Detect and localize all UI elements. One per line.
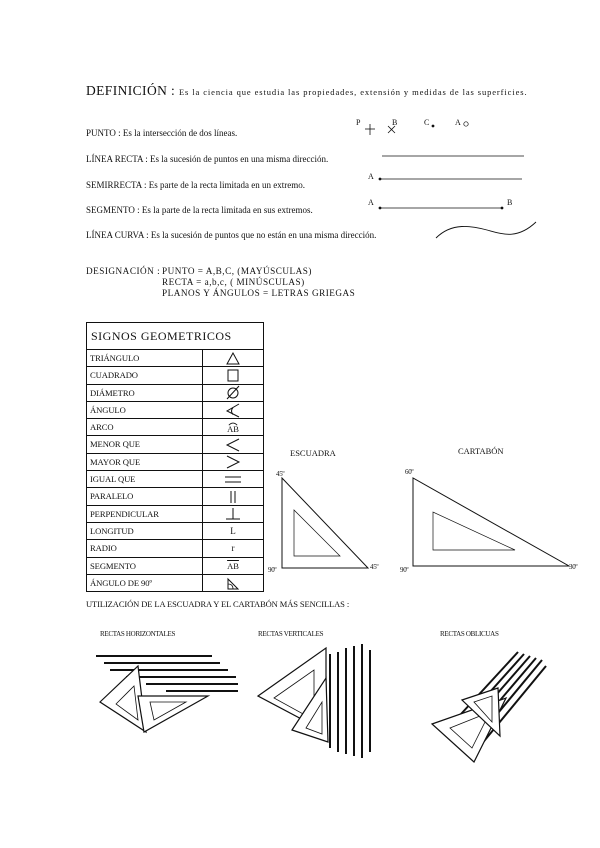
caption-horizontales: RECTAS HORIZONTALES — [100, 630, 176, 638]
semirrecta-label-a: A — [368, 172, 374, 181]
table-row — [87, 506, 263, 523]
def-linea-curva: LÍNEA CURVA : Es la sucesión de puntos que no están en una misma dirección. — [86, 230, 377, 240]
def-semirrecta: SEMIRRECTA : Es parte de la recta limitada en un extremo. — [86, 180, 305, 190]
segment-line — [378, 204, 506, 212]
def-punto: PUNTO : Es la intersección de dos líneas. — [86, 128, 238, 138]
angle-icon — [223, 403, 243, 418]
parallel-icon — [223, 489, 243, 504]
table-row — [87, 385, 263, 402]
table-row — [87, 367, 263, 384]
table-row — [87, 488, 263, 505]
sign-name: RADIO — [87, 540, 203, 556]
sign-name: ÁNGULO DE 90º — [87, 575, 203, 591]
curve-line — [432, 218, 542, 244]
sign-name: MAYOR QUE — [87, 454, 203, 470]
square-icon — [223, 368, 243, 383]
definition-heading — [86, 83, 528, 99]
sign-name: TRIÁNGULO — [87, 350, 203, 366]
point-label-a: A — [455, 118, 461, 127]
point-label-p: P — [356, 118, 361, 127]
table-row — [87, 558, 263, 575]
point-label-b: B — [392, 118, 398, 127]
table-row — [87, 402, 263, 419]
definition-term: DEFINICIÓN : — [86, 83, 176, 98]
table-row — [87, 540, 263, 557]
vertical-lines-drawing — [252, 640, 392, 760]
designacion-label: DESIGNACIÓN : — [86, 266, 161, 276]
sign-name: PARALELO — [87, 488, 203, 504]
signos-title: SIGNOS GEOMETRICOS — [87, 323, 263, 350]
sign-name: DIÁMETRO — [87, 385, 203, 401]
segmento-label-b: B — [507, 198, 513, 207]
signos-table — [86, 322, 264, 592]
def-segmento: SEGMENTO : Es la parte de la recta limitada en sus extremos. — [86, 205, 313, 215]
radius-symbol: r — [231, 543, 235, 554]
arc-text: AB — [227, 424, 239, 435]
sign-name: IGUAL QUE — [87, 471, 203, 487]
diameter-icon — [223, 385, 243, 400]
segment-symbol: $\overline{AB}$ — [227, 560, 239, 571]
table-row — [87, 523, 263, 540]
table-row — [87, 575, 263, 591]
table-row — [87, 350, 263, 367]
table-row — [87, 454, 263, 471]
right-angle-icon — [223, 576, 243, 591]
sign-name: MENOR QUE — [87, 436, 203, 452]
escuadra-angle-right: 45º — [370, 563, 379, 571]
oblique-lines-drawing — [422, 640, 552, 766]
sign-name: LONGITUD — [87, 523, 203, 539]
table-row — [87, 471, 263, 488]
less-than-icon — [223, 437, 243, 452]
designacion-line-1: PUNTO = A,B,C, (MAYÚSCULAS) — [162, 266, 312, 276]
point-label-c: C — [424, 118, 430, 127]
ray-line — [378, 175, 528, 183]
sign-name: ÁNGULO — [87, 402, 203, 418]
escuadra-drawing — [270, 470, 380, 575]
cartabon-drawing — [405, 470, 578, 575]
sign-name: CUADRADO — [87, 367, 203, 383]
designacion-line-3: PLANOS Y ÁNGULOS = LETRAS GRIEGAS — [162, 288, 356, 298]
caption-oblicuas: RECTAS OBLICUAS — [440, 630, 499, 638]
greater-than-icon — [223, 454, 243, 469]
cartabon-title: CARTABÓN — [458, 446, 504, 456]
cartabon-angle-top: 60º — [405, 468, 414, 476]
equal-icon — [223, 472, 243, 487]
triangle-icon — [223, 351, 243, 366]
straight-line — [380, 152, 530, 160]
point-marks — [340, 115, 480, 140]
sign-name: ARCO — [87, 419, 203, 435]
perpendicular-icon — [223, 506, 243, 521]
escuadra-angle-top: 45º — [276, 470, 285, 478]
caption-verticales: RECTAS VERTICALES — [258, 630, 324, 638]
cartabon-angle-left: 90º — [400, 566, 409, 574]
designacion-block — [86, 266, 355, 299]
length-symbol: L — [230, 526, 236, 537]
horizontal-lines-drawing — [86, 640, 242, 740]
definition-text: Es la ciencia que estudia las propiedades, extensión y medidas de las superficies. — [178, 87, 528, 97]
sign-name: PERPENDICULAR — [87, 506, 203, 522]
sign-name: SEGMENTO — [87, 558, 203, 574]
designacion-line-2: RECTA = a,b,c, ( MINÚSCULAS) — [162, 277, 305, 287]
table-row — [87, 436, 263, 453]
escuadra-title: ESCUADRA — [290, 448, 336, 458]
def-linea-recta: LÍNEA RECTA : Es la sucesión de puntos en una misma dirección. — [86, 154, 329, 164]
segmento-label-a: A — [368, 198, 374, 207]
utilizacion-title: UTILIZACIÓN DE LA ESCUADRA Y EL CARTABÓN MÁS SENCILLAS : — [86, 599, 350, 609]
escuadra-angle-left: 90º — [268, 566, 277, 574]
cartabon-angle-right: 30º — [569, 563, 578, 571]
table-row — [87, 419, 263, 436]
